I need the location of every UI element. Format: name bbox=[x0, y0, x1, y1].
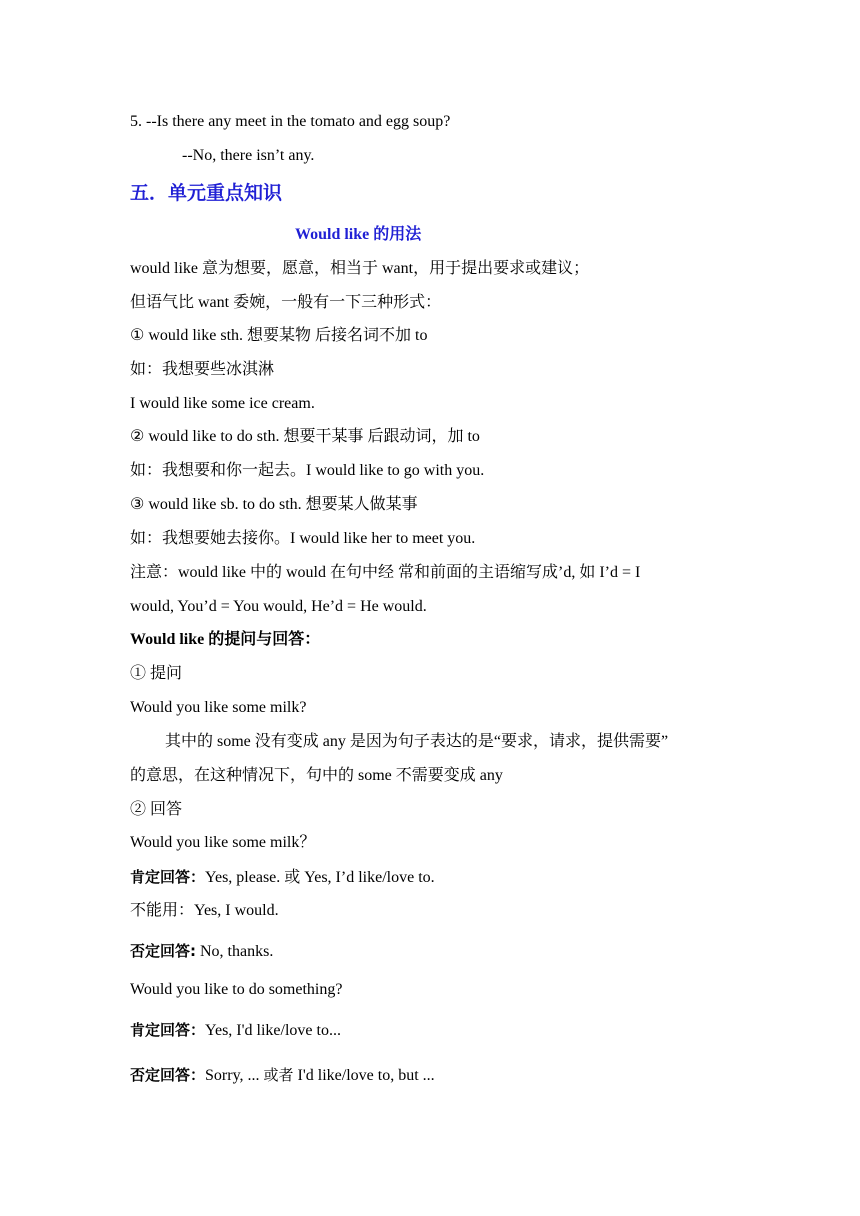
qa-heading: Would like 的提问与回答： bbox=[130, 631, 321, 648]
negative-text: No, thanks. bbox=[196, 943, 274, 960]
text-line: I would like some ice cream. bbox=[130, 395, 315, 412]
text-line: ① 提问 bbox=[130, 665, 183, 682]
text-line: 但语气比 want 委婉，一般有一下三种形式： bbox=[130, 294, 442, 311]
section-heading: 五．单元重点知识 bbox=[130, 182, 283, 204]
negative-text-tail: I'd like/love to, but ... bbox=[293, 1067, 435, 1084]
answer-5: --No, there isn’t any. bbox=[182, 147, 315, 164]
text-line: ② would like to do sth. 想要干某事 后跟动词，加 to bbox=[130, 428, 480, 445]
negative-answer-line bbox=[130, 941, 273, 962]
text-line: 注意：would like 中的 would 在句中经 常和前面的主语缩写成’d, 如 I’d = I bbox=[130, 564, 641, 581]
text-line: Would you like some milk？ bbox=[130, 834, 316, 851]
affirmative-answer-line bbox=[130, 867, 435, 888]
text-line: 其中的 some 没有变成 any 是因为句子表达的是“要求，请求，提供需要” bbox=[165, 733, 669, 750]
affirmative-text: Yes, I'd like/love to... bbox=[205, 1022, 341, 1039]
negative-label: 否定回答: bbox=[130, 942, 196, 960]
text-line: ③ would like sb. to do sth. 想要某人做某事 bbox=[130, 496, 418, 513]
text-line: would, You’d = You would, He’d = He would. bbox=[130, 598, 427, 615]
text-line: Would you like some milk? bbox=[130, 699, 307, 716]
text-line: 如：我想要她去接你。I would like her to meet you. bbox=[130, 530, 476, 547]
negative-label: 否定回答： bbox=[130, 1066, 206, 1084]
negative-text: Sorry, ... bbox=[205, 1067, 264, 1084]
text-line: 不能用：Yes, I would. bbox=[130, 902, 279, 919]
text-line: ② 回答 bbox=[130, 801, 183, 818]
affirmative-label: 肯定回答： bbox=[130, 1021, 206, 1039]
negative-answer-line bbox=[130, 1065, 435, 1086]
text-line: would like 意为想要，愿意，相当于 want，用于提出要求或建议； bbox=[130, 260, 590, 277]
text-line: ① would like sth. 想要某物 后接名词不加 to bbox=[130, 327, 428, 344]
text-line: 如：我想要和你一起去。I would like to go with you. bbox=[130, 462, 485, 479]
text-line: Would you like to do something? bbox=[130, 981, 343, 998]
question-5: 5. --Is there any meet in the tomato and egg soup? bbox=[130, 113, 451, 130]
text-line: 的意思，在这种情况下，句中的 some 不需要变成 any bbox=[130, 767, 503, 784]
or-word: 或者 bbox=[263, 1066, 294, 1084]
affirmative-text: Yes, please. 或 Yes, I’d like/love to. bbox=[205, 869, 435, 886]
section-subtitle: Would like 的用法 bbox=[295, 226, 422, 243]
affirmative-answer-line bbox=[130, 1020, 341, 1041]
text-line: 如：我想要些冰淇淋 bbox=[130, 361, 275, 378]
affirmative-label: 肯定回答： bbox=[130, 868, 206, 886]
